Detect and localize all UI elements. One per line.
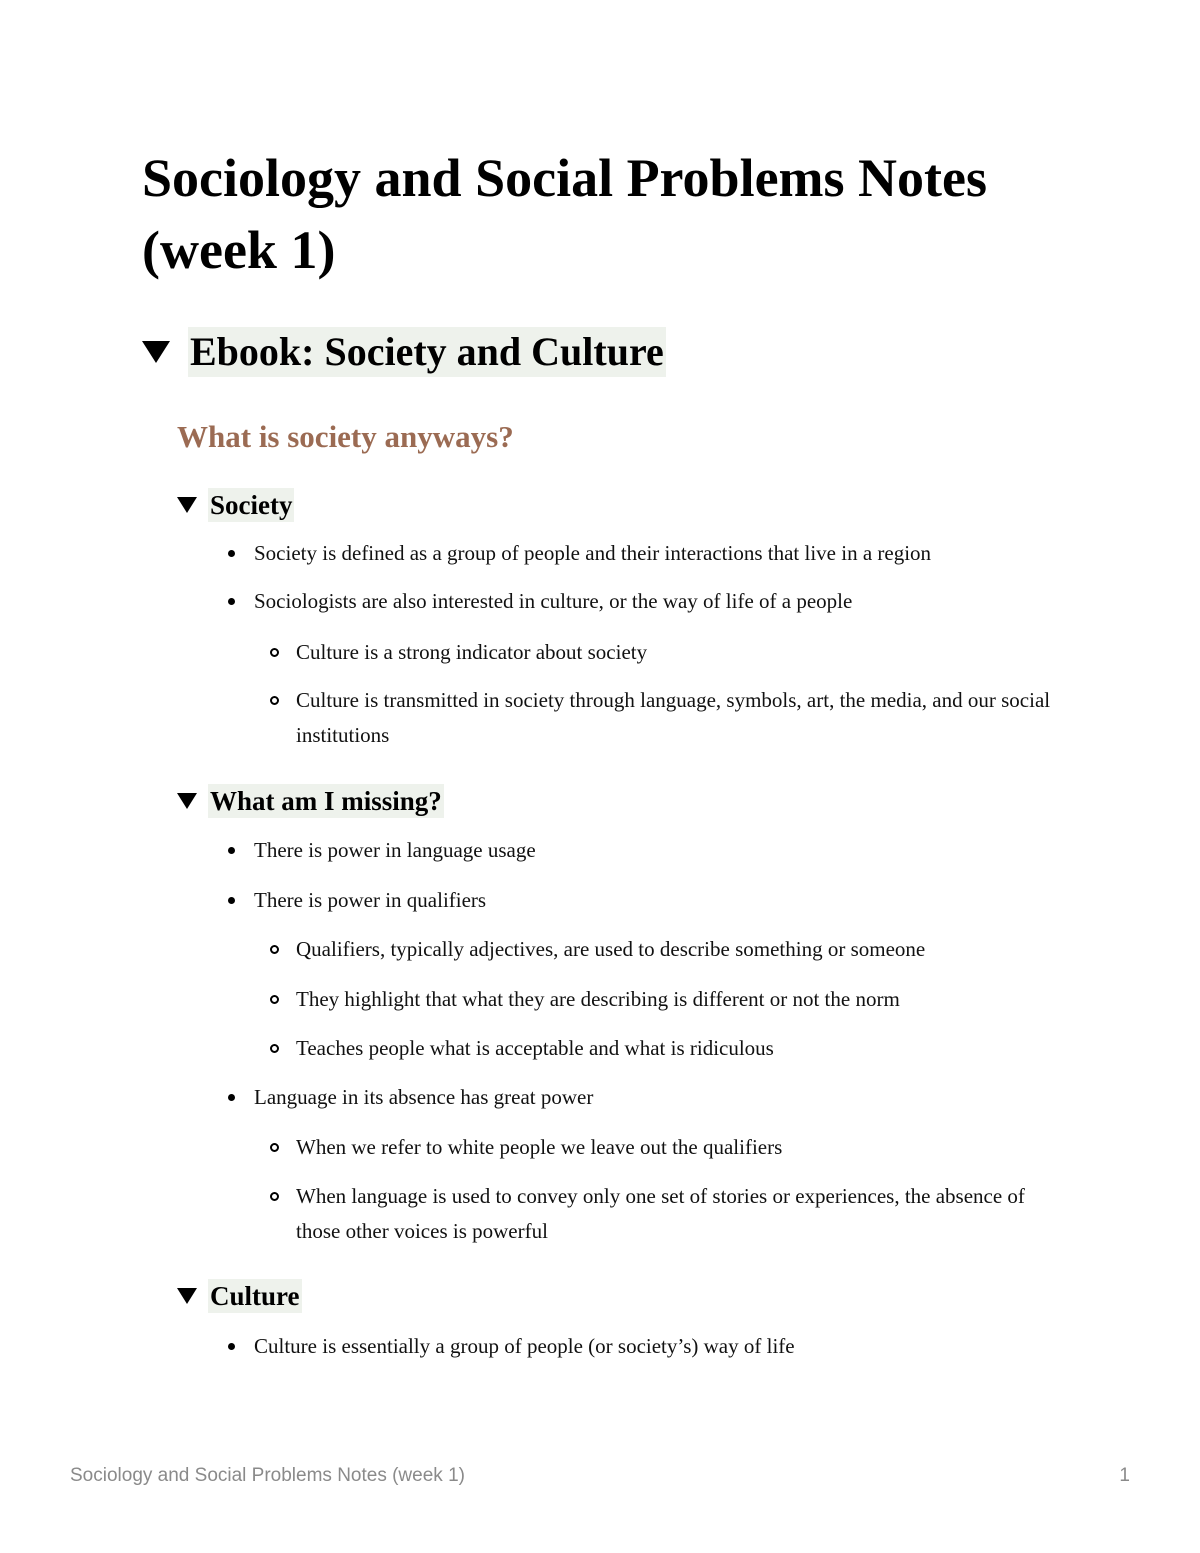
bullet-circle-icon: [270, 696, 279, 705]
bullet-disc-icon: [228, 1094, 235, 1101]
bullet-disc-icon: [228, 1343, 235, 1350]
list-item: Culture is essentially a group of people (or society’s) way of life: [254, 1334, 795, 1358]
bullet-circle-icon: [270, 1044, 279, 1053]
list-item: Language in its absence has great power: [254, 1085, 594, 1109]
toggle-triangle-icon[interactable]: [177, 793, 197, 809]
list-item: Teaches people what is acceptable and what is ridiculous: [296, 1036, 774, 1060]
bullet-circle-icon: [270, 1192, 279, 1201]
page-title: Sociology and Social Problems Notes (week 1): [142, 148, 988, 280]
toggle-heading-what-am-i-missing[interactable]: [177, 783, 444, 819]
bullet-circle-icon: [270, 648, 279, 657]
bullet-circle-icon: [270, 945, 279, 954]
bullet-circle-icon: [270, 995, 279, 1004]
bullet-disc-icon: [228, 598, 235, 605]
bullet-disc-icon: [228, 847, 235, 854]
page-number: 1: [1119, 1465, 1130, 1486]
toggle-heading-culture[interactable]: [177, 1278, 302, 1314]
toggle-heading-label: Culture: [210, 1281, 300, 1311]
list-item: Sociologists are also interested in culture, or the way of life of a people: [254, 589, 853, 613]
list-item: There is power in language usage: [254, 838, 536, 862]
toggle-heading-ebook[interactable]: [142, 326, 666, 378]
list-item: Culture is transmitted in society through language, symbols, art, the media, and our social institutions: [296, 688, 1051, 747]
bullet-disc-icon: [228, 897, 235, 904]
list-item: When we refer to white people we leave out the qualifiers: [296, 1135, 783, 1159]
toggle-triangle-icon[interactable]: [177, 497, 197, 513]
toggle-heading-society[interactable]: [177, 487, 294, 523]
list-item: Qualifiers, typically adjectives, are used to describe something or someone: [296, 937, 926, 961]
section-subheading: What is society anyways?: [177, 419, 514, 454]
bullet-disc-icon: [228, 550, 235, 557]
toggle-heading-label: Society: [210, 490, 293, 520]
toggle-triangle-icon[interactable]: [142, 341, 170, 363]
list-item: They highlight that what they are describing is different or not the norm: [296, 987, 900, 1011]
footer-title: Sociology and Social Problems Notes (week 1): [70, 1465, 465, 1486]
toggle-heading-label: What am I missing?: [210, 786, 442, 816]
list-item: Society is defined as a group of people and their interactions that live in a region: [254, 541, 932, 565]
list-item: When language is used to convey only one set of stories or experiences, the absence of those other voices is powerful: [296, 1184, 1025, 1243]
section-heading: Ebook: Society and Culture: [188, 327, 666, 377]
list-item: Culture is a strong indicator about society: [296, 640, 648, 664]
list-item: There is power in qualifiers: [254, 888, 487, 912]
bullet-circle-icon: [270, 1143, 279, 1152]
toggle-triangle-icon[interactable]: [177, 1288, 197, 1304]
